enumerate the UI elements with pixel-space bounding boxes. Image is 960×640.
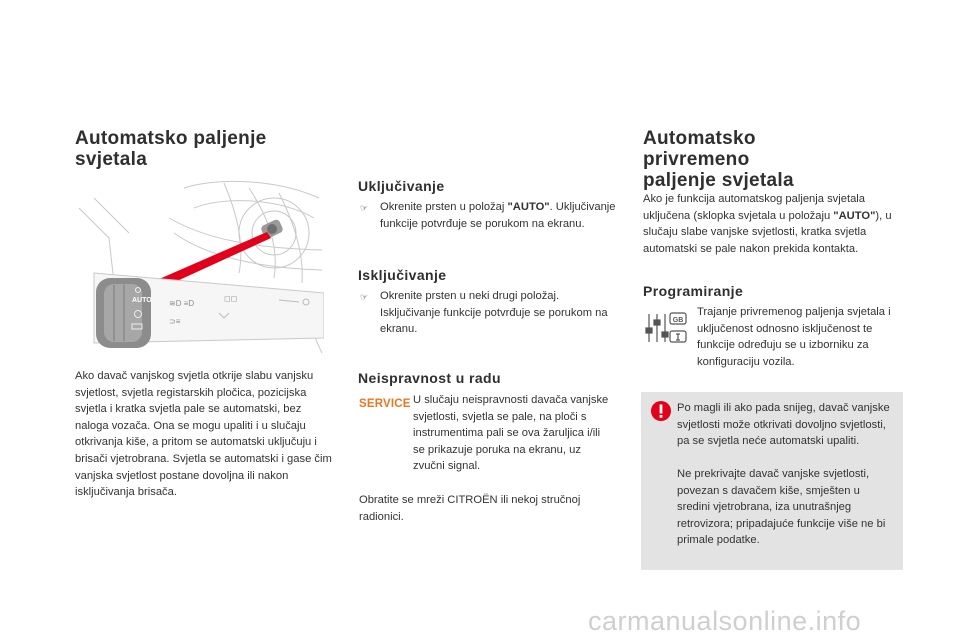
auto-label: AUTO: [132, 297, 152, 304]
gb-label: GB: [672, 317, 684, 324]
on-text: Okrenite prsten u položaj "AUTO". Uključivanje funkcije potvrđuje se porukom na ekranu.: [380, 201, 616, 230]
service-warning-icon: [359, 398, 411, 415]
fault-heading: Neispravnost u radu: [358, 370, 501, 386]
right-title-line1: Automatsko: [643, 128, 756, 149]
svg-text:≋D ≡D: ≋D ≡D: [169, 299, 195, 308]
left-title-line2: svjetala: [75, 149, 148, 170]
off-heading: Isključivanje: [358, 267, 447, 283]
on-auto-label: "AUTO": [507, 201, 550, 213]
warning-icon: [650, 400, 672, 422]
warning-text-1: Po magli ili ako pada snijeg, davač vanjske svjetlosti može otkrivati dovoljno svjetlosti, pa se svjetla neće automatski upaliti.: [677, 402, 890, 448]
on-heading: Uključivanje: [358, 178, 445, 194]
service-label: SERVICE: [359, 398, 411, 410]
watermark: carmanualsonline.info: [588, 606, 862, 636]
left-body: Ako davač vanjskog svjetla otkrije slabu vanjsku svjetlost, svjetla registarskih pločica, pozicijska svjetla i kratka svjetla pale se automatski, bez naloga vozača. Ona se mogu upaliti i u slučaju otkrivanja kiše, a pritom se automatski uključuju i brisači vjetrobrana. Svjetla se automatski i gase čim vanjska svjetlost postane dovoljna ili nakon isključivanja brisača.: [75, 370, 332, 499]
warning-box: [641, 392, 903, 570]
settings-menu-icon: [643, 310, 689, 346]
right-title-line2: privremeno: [643, 149, 750, 170]
stalk-zoom: [94, 273, 324, 348]
left-title-line1: Automatsko paljenje: [75, 128, 267, 149]
right-intro: Ako je funkcija automatskog paljenja svjetala uključena (sklopka svjetala u položaju "AUTO"), u slučaju slabe vanjske svjetlosti, kratka svjetla automatski se pale nakon prekida kontakta.: [643, 193, 892, 255]
programming-heading: Programiranje: [643, 283, 744, 299]
on-bullet: [360, 199, 622, 232]
bullet-icon: ☞: [360, 292, 369, 302]
left-title: [75, 128, 267, 170]
warning-text-2: Ne prekrivajte davač vanjske svjetlosti, povezan s davačem kiše, smješten u sredini vjetrobrana, iza unutrašnjeg retrovizora; pripadajuće funkcije više ne bi primale podatke.: [677, 468, 886, 547]
right-title-line3: paljenje svjetala: [643, 170, 794, 191]
svg-text:⊃≡: ⊃≡: [169, 317, 181, 326]
programming-text: Trajanje privremenog paljenja svjetala i uključenost odnosno isključenost te funkcije određuju se u izborniku za konfiguraciju vozila.: [697, 306, 891, 368]
off-bullet: [360, 288, 622, 338]
off-text: Okrenite prsten u neki drugi položaj. Isključivanje funkcije potvrđuje se porukom na ekranu.: [380, 290, 608, 336]
right-title: [643, 128, 794, 191]
bullet-icon: ☞: [360, 203, 369, 213]
fault-footer: Obratite se mreži CITROËN ili nekoj stručnoj radionici.: [359, 494, 581, 523]
fault-text: U slučaju neispravnosti davača vanjske svjetlosti, svjetla se pale, na ploči s instrumentima pali se ova žaruljica i/ili se prikazuje poruka na ekranu, uz zvučni signal.: [413, 394, 609, 473]
light-stalk-illustration: [74, 178, 324, 358]
svg-text:◻◻: ◻◻: [224, 294, 238, 303]
intro-auto-label: "AUTO": [833, 209, 876, 222]
